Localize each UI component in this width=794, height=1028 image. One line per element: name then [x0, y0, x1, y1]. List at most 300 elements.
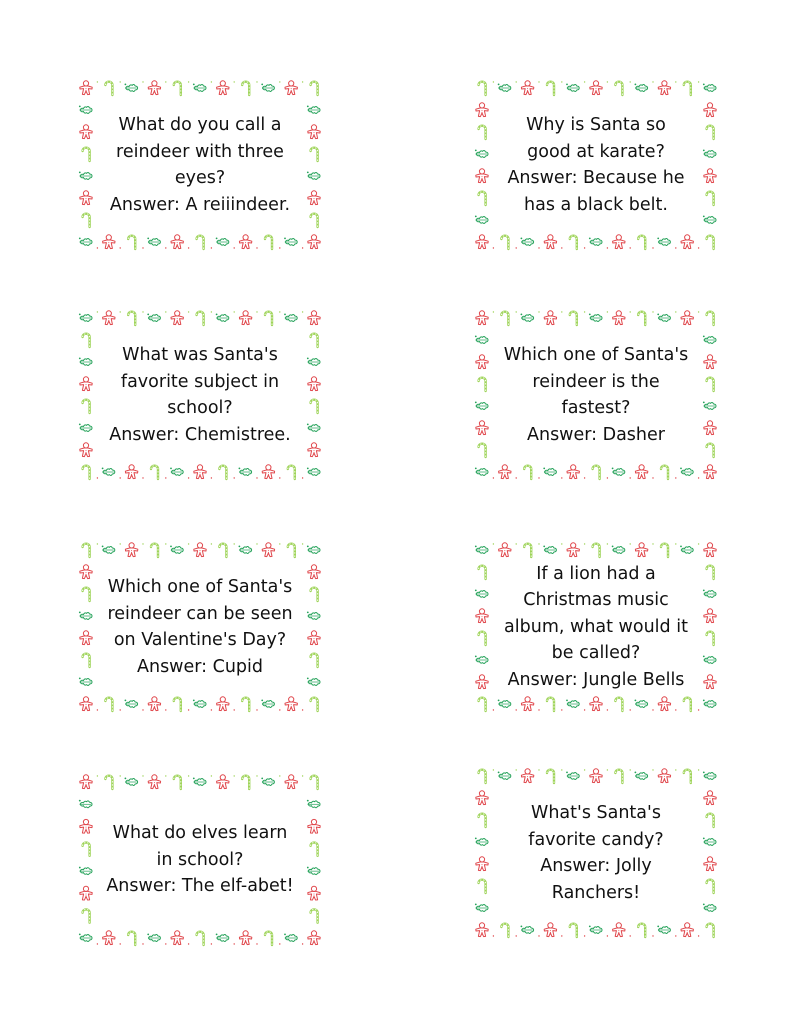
gingerbread-man-icon [308, 377, 320, 391]
candy-cane-icon [707, 632, 714, 645]
holly-leaf-icon [307, 424, 320, 432]
candy-cane-icon [570, 312, 577, 325]
card-answer: Answer: Cupid [137, 656, 263, 677]
holly-leaf-icon [543, 468, 556, 476]
holly-leaf-icon [475, 336, 488, 344]
candy-cane-icon [83, 588, 90, 601]
candy-cane-icon [219, 544, 226, 557]
gingerbread-man-icon [308, 931, 320, 945]
card-text [96, 564, 304, 690]
holly-leaf-icon [475, 150, 488, 158]
holly-leaf-icon [635, 84, 648, 92]
candy-cane-icon [707, 444, 714, 457]
gingerbread-man-icon [544, 235, 556, 249]
gingerbread-man-icon [80, 886, 92, 900]
gingerbread-man-icon [217, 81, 229, 95]
gingerbread-man-icon [262, 543, 274, 557]
joke-card-4 [472, 308, 720, 482]
holly-leaf-icon [79, 612, 92, 620]
gingerbread-man-icon [544, 311, 556, 325]
gingerbread-man-icon [476, 169, 488, 183]
candy-cane-icon [311, 909, 318, 922]
card-question: If a lion had a Christmas music album, what would it be called? [504, 563, 688, 664]
holly-leaf-icon [657, 238, 670, 246]
holly-leaf-icon [216, 314, 229, 322]
candy-cane-icon [479, 770, 486, 783]
gingerbread-man-icon [704, 675, 716, 689]
holly-leaf-icon [216, 934, 229, 942]
candy-cane-icon [707, 378, 714, 391]
candy-cane-icon [83, 334, 90, 347]
gingerbread-man-icon [499, 543, 511, 557]
holly-leaf-icon [193, 778, 206, 786]
holly-leaf-icon [307, 800, 320, 808]
gingerbread-man-icon [103, 931, 115, 945]
gingerbread-man-icon [499, 465, 511, 479]
holly-leaf-icon [102, 546, 115, 554]
holly-leaf-icon [635, 772, 648, 780]
gingerbread-man-icon [171, 931, 183, 945]
candy-cane-icon [311, 82, 318, 95]
holly-leaf-icon [703, 904, 716, 912]
holly-leaf-icon [193, 84, 206, 92]
card-answer: Answer: Chemistree. [109, 424, 291, 445]
gingerbread-man-icon [658, 81, 670, 95]
holly-leaf-icon [543, 546, 556, 554]
holly-leaf-icon [284, 238, 297, 246]
card-text [508, 790, 684, 916]
candy-cane-icon [83, 148, 90, 161]
candy-cane-icon [128, 236, 135, 249]
joke-card-1 [76, 78, 324, 252]
holly-leaf-icon [284, 934, 297, 942]
holly-leaf-icon [680, 546, 693, 554]
card-question: What do you call a reindeer with three eyes? [116, 115, 284, 188]
gingerbread-man-icon [476, 235, 488, 249]
holly-leaf-icon [612, 546, 625, 554]
gingerbread-man-icon [308, 565, 320, 579]
gingerbread-man-icon [285, 775, 297, 789]
holly-leaf-icon [307, 106, 320, 114]
holly-leaf-icon [657, 314, 670, 322]
holly-leaf-icon [125, 84, 138, 92]
gingerbread-man-icon [476, 609, 488, 623]
candy-cane-icon [707, 126, 714, 139]
candy-cane-icon [501, 236, 508, 249]
card-question: Which one of Santa's reindeer is the fastest? [503, 345, 689, 418]
card-question: Which one of Santa's reindeer can be seen on Valentine's Day? [107, 577, 293, 650]
gingerbread-man-icon [80, 775, 92, 789]
joke-card-3 [76, 308, 324, 482]
card-question: What's Santa's favorite candy? [528, 803, 664, 850]
gingerbread-man-icon [171, 311, 183, 325]
gingerbread-man-icon [521, 81, 533, 95]
candy-cane-icon [570, 924, 577, 937]
gingerbread-man-icon [308, 631, 320, 645]
candy-cane-icon [593, 544, 600, 557]
gingerbread-man-icon [308, 443, 320, 457]
candy-cane-icon [615, 82, 622, 95]
holly-leaf-icon [284, 314, 297, 322]
holly-leaf-icon [239, 468, 252, 476]
candy-cane-icon [83, 544, 90, 557]
gingerbread-man-icon [80, 191, 92, 205]
holly-leaf-icon [589, 314, 602, 322]
gingerbread-man-icon [239, 311, 251, 325]
gingerbread-man-icon [544, 923, 556, 937]
gingerbread-man-icon [476, 311, 488, 325]
gingerbread-man-icon [704, 857, 716, 871]
holly-leaf-icon [307, 612, 320, 620]
candy-cane-icon [638, 236, 645, 249]
card-question: Why is Santa so good at karate? [526, 115, 666, 162]
holly-leaf-icon [79, 800, 92, 808]
joke-card-5 [76, 540, 324, 714]
gingerbread-man-icon [567, 465, 579, 479]
gingerbread-man-icon [635, 465, 647, 479]
holly-leaf-icon [147, 934, 160, 942]
holly-leaf-icon [170, 546, 183, 554]
holly-leaf-icon [216, 238, 229, 246]
candy-cane-icon [83, 214, 90, 227]
card-answer: Answer: Dasher [527, 424, 665, 445]
card-answer: Answer: Jolly Ranchers! [540, 856, 652, 903]
candy-cane-icon [174, 698, 181, 711]
holly-leaf-icon [125, 778, 138, 786]
candy-cane-icon [83, 400, 90, 413]
gingerbread-man-icon [148, 81, 160, 95]
candy-cane-icon [197, 932, 204, 945]
gingerbread-man-icon [285, 81, 297, 95]
holly-leaf-icon [307, 358, 320, 366]
gingerbread-man-icon [125, 543, 137, 557]
holly-leaf-icon [79, 172, 92, 180]
candy-cane-icon [151, 466, 158, 479]
gingerbread-man-icon [148, 775, 160, 789]
candy-cane-icon [311, 776, 318, 789]
candy-cane-icon [83, 466, 90, 479]
card-question: What was Santa's favorite subject in school? [120, 345, 280, 418]
gingerbread-man-icon [704, 465, 716, 479]
candy-cane-icon [242, 698, 249, 711]
gingerbread-man-icon [613, 311, 625, 325]
holly-leaf-icon [566, 84, 579, 92]
candy-cane-icon [479, 880, 486, 893]
candy-cane-icon [638, 312, 645, 325]
holly-leaf-icon [612, 468, 625, 476]
gingerbread-man-icon [80, 81, 92, 95]
card-answer: Answer: The elf-abet! [106, 876, 294, 897]
candy-cane-icon [707, 192, 714, 205]
card-text [502, 102, 690, 228]
holly-leaf-icon [703, 402, 716, 410]
holly-leaf-icon [79, 678, 92, 686]
holly-leaf-icon [703, 838, 716, 846]
candy-cane-icon [479, 444, 486, 457]
holly-leaf-icon [703, 656, 716, 664]
candy-cane-icon [311, 400, 318, 413]
candy-cane-icon [479, 192, 486, 205]
gingerbread-man-icon [635, 543, 647, 557]
gingerbread-man-icon [239, 235, 251, 249]
candy-cane-icon [105, 82, 112, 95]
candy-cane-icon [288, 544, 295, 557]
holly-leaf-icon [475, 656, 488, 664]
holly-leaf-icon [125, 700, 138, 708]
candy-cane-icon [524, 544, 531, 557]
holly-leaf-icon [566, 772, 579, 780]
candy-cane-icon [661, 466, 668, 479]
holly-leaf-icon [657, 926, 670, 934]
candy-cane-icon [570, 236, 577, 249]
candy-cane-icon [105, 698, 112, 711]
candy-cane-icon [684, 698, 691, 711]
joke-card-8 [472, 766, 720, 940]
candy-cane-icon [707, 924, 714, 937]
gingerbread-man-icon [567, 543, 579, 557]
gingerbread-man-icon [681, 235, 693, 249]
candy-cane-icon [661, 544, 668, 557]
holly-leaf-icon [475, 216, 488, 224]
gingerbread-man-icon [80, 377, 92, 391]
candy-cane-icon [242, 776, 249, 789]
holly-leaf-icon [147, 314, 160, 322]
holly-leaf-icon [475, 402, 488, 410]
gingerbread-man-icon [704, 169, 716, 183]
holly-leaf-icon [521, 926, 534, 934]
gingerbread-man-icon [613, 235, 625, 249]
holly-leaf-icon [498, 772, 511, 780]
gingerbread-man-icon [590, 81, 602, 95]
joke-card-7 [76, 772, 324, 948]
candy-cane-icon [615, 770, 622, 783]
gingerbread-man-icon [194, 543, 206, 557]
joke-card-6 [472, 540, 720, 714]
gingerbread-man-icon [262, 465, 274, 479]
candy-cane-icon [197, 312, 204, 325]
holly-leaf-icon [703, 336, 716, 344]
candy-cane-icon [128, 932, 135, 945]
candy-cane-icon [707, 312, 714, 325]
holly-leaf-icon [307, 678, 320, 686]
gingerbread-man-icon [125, 465, 137, 479]
card-text [106, 102, 294, 228]
gingerbread-man-icon [194, 465, 206, 479]
holly-leaf-icon [566, 700, 579, 708]
gingerbread-man-icon [80, 819, 92, 833]
holly-leaf-icon [102, 468, 115, 476]
candy-cane-icon [219, 466, 226, 479]
holly-leaf-icon [307, 867, 320, 875]
gingerbread-man-icon [217, 697, 229, 711]
candy-cane-icon [524, 466, 531, 479]
gingerbread-man-icon [171, 235, 183, 249]
candy-cane-icon [311, 843, 318, 856]
holly-leaf-icon [475, 838, 488, 846]
holly-leaf-icon [475, 546, 488, 554]
gingerbread-man-icon [308, 235, 320, 249]
candy-cane-icon [684, 82, 691, 95]
card-text [102, 796, 298, 924]
candy-cane-icon [684, 770, 691, 783]
candy-cane-icon [265, 236, 272, 249]
holly-leaf-icon [79, 238, 92, 246]
candy-cane-icon [174, 776, 181, 789]
gingerbread-man-icon [80, 125, 92, 139]
candy-cane-icon [479, 814, 486, 827]
card-answer: Answer: A reiiindeer. [109, 194, 291, 215]
card-text [502, 332, 690, 458]
holly-leaf-icon [307, 546, 320, 554]
gingerbread-man-icon [613, 923, 625, 937]
candy-cane-icon [151, 544, 158, 557]
candy-cane-icon [707, 566, 714, 579]
gingerbread-man-icon [704, 609, 716, 623]
holly-leaf-icon [475, 468, 488, 476]
candy-cane-icon [311, 214, 318, 227]
holly-leaf-icon [261, 700, 274, 708]
gingerbread-man-icon [476, 923, 488, 937]
gingerbread-man-icon [239, 931, 251, 945]
candy-cane-icon [311, 698, 318, 711]
candy-cane-icon [128, 312, 135, 325]
gingerbread-man-icon [308, 311, 320, 325]
candy-cane-icon [707, 814, 714, 827]
holly-leaf-icon [307, 468, 320, 476]
candy-cane-icon [501, 312, 508, 325]
holly-leaf-icon [703, 700, 716, 708]
candy-cane-icon [83, 843, 90, 856]
candy-cane-icon [707, 880, 714, 893]
candy-cane-icon [479, 566, 486, 579]
candy-cane-icon [311, 148, 318, 161]
gingerbread-man-icon [658, 697, 670, 711]
holly-leaf-icon [79, 314, 92, 322]
holly-leaf-icon [79, 106, 92, 114]
gingerbread-man-icon [704, 103, 716, 117]
holly-leaf-icon [498, 84, 511, 92]
candy-cane-icon [479, 632, 486, 645]
candy-cane-icon [311, 588, 318, 601]
candy-cane-icon [593, 466, 600, 479]
holly-leaf-icon [703, 150, 716, 158]
candy-cane-icon [479, 698, 486, 711]
holly-leaf-icon [261, 84, 274, 92]
candy-cane-icon [547, 770, 554, 783]
card-answer: Answer: Jungle Bells [507, 669, 685, 690]
gingerbread-man-icon [308, 191, 320, 205]
candy-cane-icon [615, 698, 622, 711]
holly-leaf-icon [703, 84, 716, 92]
candy-cane-icon [265, 932, 272, 945]
gingerbread-man-icon [681, 311, 693, 325]
holly-leaf-icon [307, 172, 320, 180]
holly-leaf-icon [79, 424, 92, 432]
holly-leaf-icon [703, 216, 716, 224]
gingerbread-man-icon [103, 235, 115, 249]
gingerbread-man-icon [476, 675, 488, 689]
holly-leaf-icon [193, 700, 206, 708]
gingerbread-man-icon [308, 886, 320, 900]
holly-leaf-icon [79, 867, 92, 875]
gingerbread-man-icon [521, 769, 533, 783]
gingerbread-man-icon [285, 697, 297, 711]
candy-cane-icon [479, 126, 486, 139]
holly-leaf-icon [475, 590, 488, 598]
holly-leaf-icon [703, 590, 716, 598]
candy-cane-icon [479, 82, 486, 95]
holly-leaf-icon [680, 468, 693, 476]
gingerbread-man-icon [704, 791, 716, 805]
gingerbread-man-icon [590, 697, 602, 711]
gingerbread-man-icon [476, 857, 488, 871]
holly-leaf-icon [79, 358, 92, 366]
gingerbread-man-icon [80, 631, 92, 645]
candy-cane-icon [479, 378, 486, 391]
holly-leaf-icon [498, 700, 511, 708]
candy-cane-icon [501, 924, 508, 937]
gingerbread-man-icon [148, 697, 160, 711]
candy-cane-icon [242, 82, 249, 95]
candy-cane-icon [105, 776, 112, 789]
candy-cane-icon [547, 82, 554, 95]
holly-leaf-icon [589, 238, 602, 246]
gingerbread-man-icon [476, 103, 488, 117]
gingerbread-man-icon [308, 125, 320, 139]
holly-leaf-icon [147, 238, 160, 246]
joke-card-2 [472, 78, 720, 252]
card-answer: Answer: Because he has a black belt. [507, 168, 685, 215]
gingerbread-man-icon [308, 819, 320, 833]
gingerbread-man-icon [590, 769, 602, 783]
gingerbread-man-icon [521, 697, 533, 711]
candy-cane-icon [707, 236, 714, 249]
gingerbread-man-icon [658, 769, 670, 783]
gingerbread-man-icon [704, 543, 716, 557]
gingerbread-man-icon [103, 311, 115, 325]
gingerbread-man-icon [80, 443, 92, 457]
gingerbread-man-icon [80, 565, 92, 579]
gingerbread-man-icon [476, 791, 488, 805]
holly-leaf-icon [79, 934, 92, 942]
card-question: What do elves learn in school? [112, 823, 288, 870]
gingerbread-man-icon [217, 775, 229, 789]
candy-cane-icon [174, 82, 181, 95]
holly-leaf-icon [521, 238, 534, 246]
gingerbread-man-icon [80, 697, 92, 711]
gingerbread-man-icon [476, 421, 488, 435]
candy-cane-icon [311, 654, 318, 667]
candy-cane-icon [197, 236, 204, 249]
holly-leaf-icon [521, 314, 534, 322]
candy-cane-icon [83, 654, 90, 667]
holly-leaf-icon [703, 772, 716, 780]
holly-leaf-icon [261, 778, 274, 786]
holly-leaf-icon [635, 700, 648, 708]
candy-cane-icon [311, 334, 318, 347]
candy-cane-icon [83, 909, 90, 922]
gingerbread-man-icon [476, 355, 488, 369]
card-text [106, 332, 294, 458]
gingerbread-man-icon [704, 355, 716, 369]
card-text [500, 564, 692, 690]
gingerbread-man-icon [704, 421, 716, 435]
holly-leaf-icon [589, 926, 602, 934]
holly-leaf-icon [170, 468, 183, 476]
holly-leaf-icon [239, 546, 252, 554]
candy-cane-icon [288, 466, 295, 479]
candy-cane-icon [547, 698, 554, 711]
